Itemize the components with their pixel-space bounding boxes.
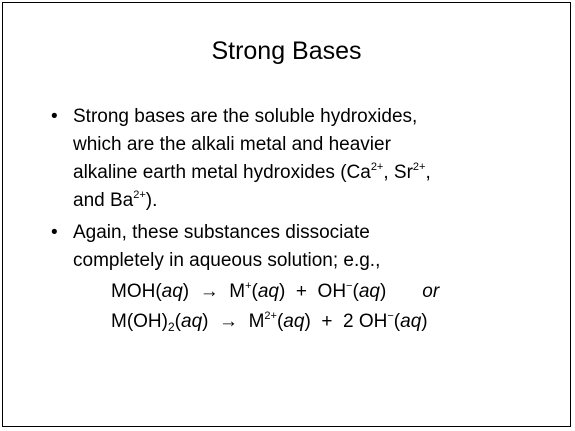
or-label: or [422, 281, 440, 302]
bullet-list [47, 103, 547, 337]
bullet-icon: • [51, 222, 58, 243]
bullet-icon: • [51, 106, 58, 127]
equation-moh: MOH(aq) → M+(aq) + OH−(aq) or [111, 280, 440, 302]
slide [2, 2, 571, 427]
equation-moh2: $M(OH)_2(aq) \to M^{2+}(aq) + 2$ OH−(aq) [111, 310, 428, 334]
slide-title: Strong Bases [211, 37, 362, 65]
bullet-item: • Again, these substances dissociate completely in aqueous solution; e.g., [47, 219, 547, 275]
bullet-item: • Strong bases are the soluble hydroxides, which are the alkali metal and heavier alkaline earth metal hydroxides ($Ca^{2+}$, $Sr^{2+}$, and $Ba^{2+}$). [47, 103, 547, 215]
